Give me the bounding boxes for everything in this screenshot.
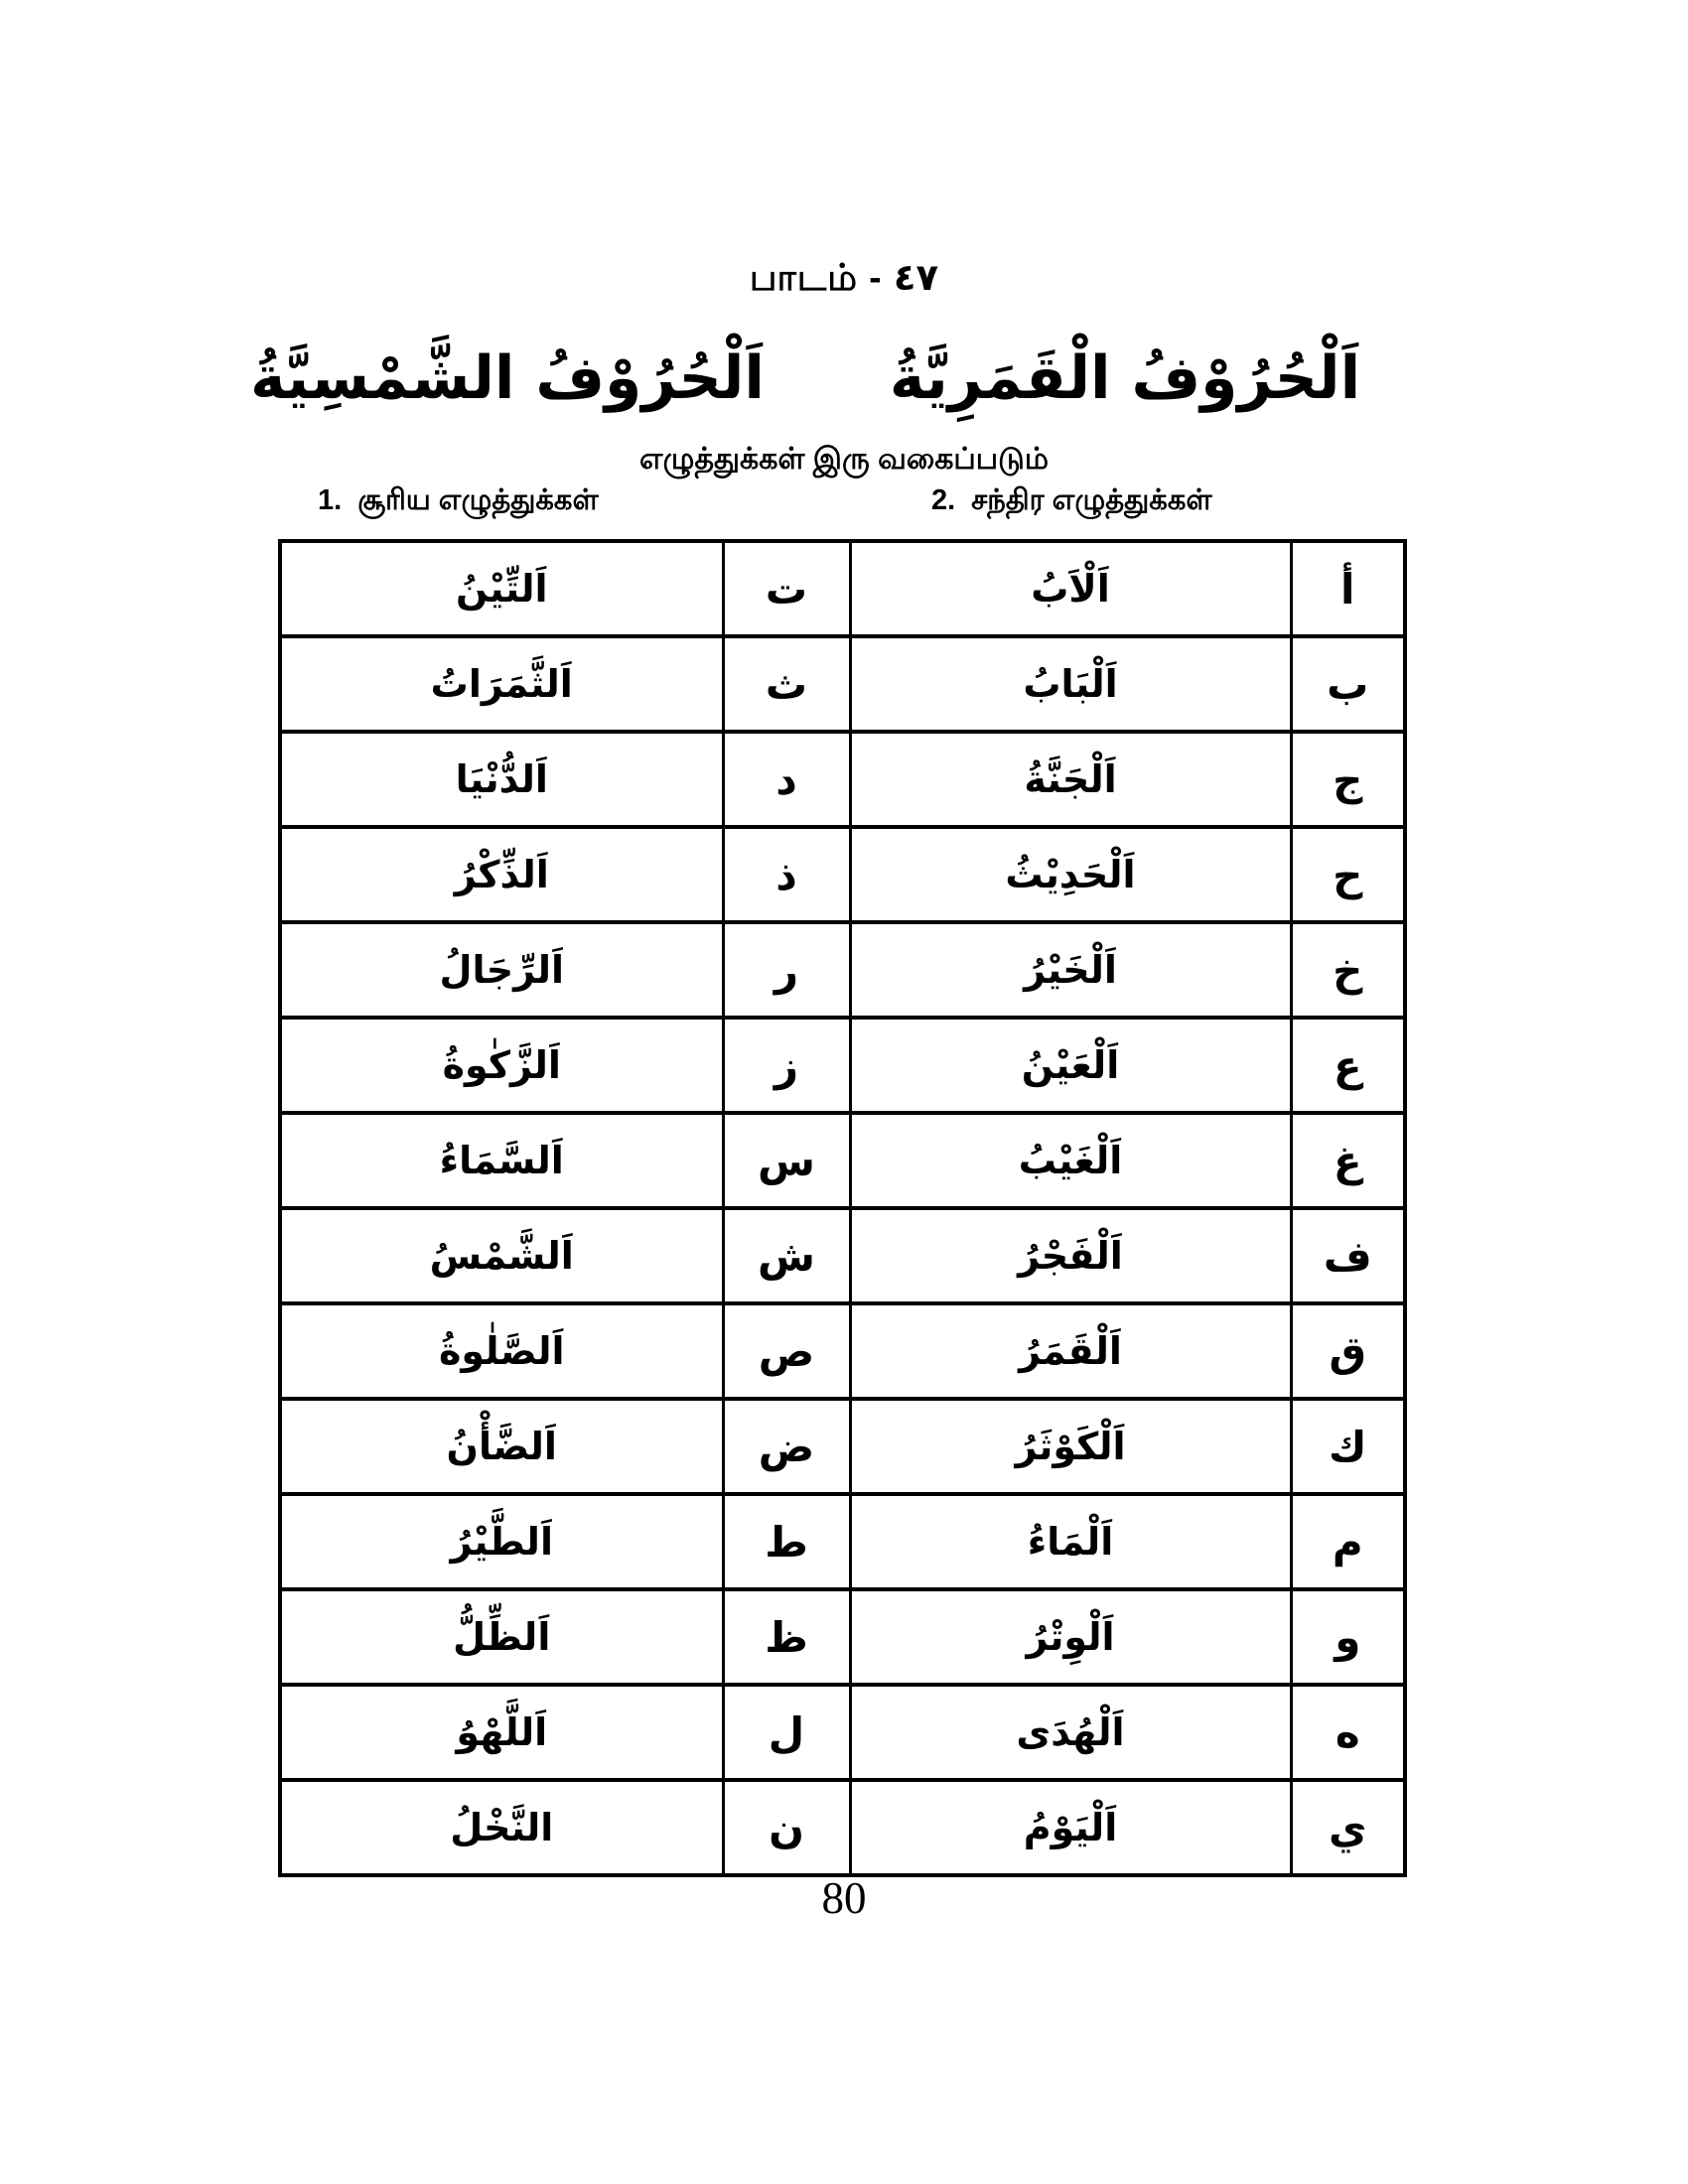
sun-letter-cell: ل xyxy=(723,1685,850,1780)
sun-word-cell: اَلذِّكْرُ xyxy=(280,827,723,922)
moon-letter-cell: ي xyxy=(1291,1780,1405,1875)
sun-letter-cell: ش xyxy=(723,1208,850,1303)
moon-letter-cell: ه xyxy=(1291,1685,1405,1780)
table-row xyxy=(280,1303,1405,1399)
moon-letter-cell: ج xyxy=(1291,732,1405,827)
sun-letter-cell: ض xyxy=(723,1399,850,1494)
letters-table-body xyxy=(280,541,1405,1875)
sun-letter-cell: د xyxy=(723,732,850,827)
moon-letter-cell: خ xyxy=(1291,922,1405,1018)
sun-word-cell: اَلضَّأْنُ xyxy=(280,1399,723,1494)
sun-word-cell: اَلطَّيْرُ xyxy=(280,1494,723,1589)
table-row xyxy=(280,541,1405,636)
table-row xyxy=(280,1780,1405,1875)
moon-letter-cell: ك xyxy=(1291,1399,1405,1494)
table-row xyxy=(280,1399,1405,1494)
sun-word-cell: اَلدُّنْيَا xyxy=(280,732,723,827)
moon-word-cell: اَلْفَجْرُ xyxy=(850,1208,1291,1303)
label-moon-text: சந்திர எழுத்துக்கள் xyxy=(971,484,1212,516)
sun-word-cell: اَلتِّيْنُ xyxy=(280,541,723,636)
moon-word-cell: اَلْبَابُ xyxy=(850,636,1291,732)
moon-letter-cell: م xyxy=(1291,1494,1405,1589)
moon-letter-cell: ف xyxy=(1291,1208,1405,1303)
sun-word-cell: النَّخْلُ xyxy=(280,1780,723,1875)
moon-letter-cell: أ xyxy=(1291,541,1405,636)
table-row xyxy=(280,732,1405,827)
moon-word-cell: اَلْجَنَّةُ xyxy=(850,732,1291,827)
sun-word-cell: اَللَّهْوُ xyxy=(280,1685,723,1780)
sun-letter-cell: ص xyxy=(723,1303,850,1399)
title-sun-letters-arabic: اَلْحُرُوْفُ الشَّمْسِيَّةُ xyxy=(250,343,765,413)
title-moon-letters-arabic: اَلْحُرُوْفُ الْقَمَرِيَّةُ xyxy=(889,343,1361,413)
sun-word-cell: اَلرِّجَالُ xyxy=(280,922,723,1018)
sun-word-cell: اَلشَّمْسُ xyxy=(280,1208,723,1303)
sun-word-cell: اَلظِّلُّ xyxy=(280,1589,723,1685)
subtitle-tamil: எழுத்துக்கள் இரு வகைப்படும் xyxy=(639,443,1049,476)
table-row xyxy=(280,636,1405,732)
moon-word-cell: اَلْخَيْرُ xyxy=(850,922,1291,1018)
label-moon-number: 2. xyxy=(931,484,956,516)
moon-word-cell: اَلْحَدِيْثُ xyxy=(850,827,1291,922)
table-row xyxy=(280,922,1405,1018)
moon-word-cell: اَلْقَمَرُ xyxy=(850,1303,1291,1399)
table-row xyxy=(280,827,1405,922)
sun-letter-cell: ن xyxy=(723,1780,850,1875)
table-row xyxy=(280,1208,1405,1303)
sun-letter-cell: ط xyxy=(723,1494,850,1589)
sun-word-cell: اَلثَّمَرَاتُ xyxy=(280,636,723,732)
sun-word-cell: اَلزَّكٰوةُ xyxy=(280,1018,723,1113)
label-sun-number: 1. xyxy=(318,484,343,516)
label-sun-text: சூரிய எழுத்துக்கள் xyxy=(357,484,599,516)
table-row xyxy=(280,1018,1405,1113)
moon-word-cell: اَلْاَبُ xyxy=(850,541,1291,636)
sun-letter-cell: ر xyxy=(723,922,850,1018)
moon-word-cell: اَلْهُدَى xyxy=(850,1685,1291,1780)
sun-word-cell: اَلصَّلٰوةُ xyxy=(280,1303,723,1399)
table-row xyxy=(280,1113,1405,1208)
label-sun-letters xyxy=(318,484,599,520)
moon-word-cell: اَلْوِتْرُ xyxy=(850,1589,1291,1685)
label-moon-letters xyxy=(931,484,1212,520)
sun-letter-cell: ث xyxy=(723,636,850,732)
sun-letter-cell: ت xyxy=(723,541,850,636)
moon-letter-cell: غ xyxy=(1291,1113,1405,1208)
moon-letter-cell: و xyxy=(1291,1589,1405,1685)
sun-letter-cell: س xyxy=(723,1113,850,1208)
table-row xyxy=(280,1589,1405,1685)
moon-word-cell: اَلْمَاءُ xyxy=(850,1494,1291,1589)
moon-word-cell: اَلْيَوْمُ xyxy=(850,1780,1291,1875)
moon-word-cell: اَلْغَيْبُ xyxy=(850,1113,1291,1208)
sun-letter-cell: ز xyxy=(723,1018,850,1113)
moon-letter-cell: ب xyxy=(1291,636,1405,732)
sun-letter-cell: ذ xyxy=(723,827,850,922)
moon-letter-cell: ق xyxy=(1291,1303,1405,1399)
moon-word-cell: اَلْكَوْثَرُ xyxy=(850,1399,1291,1494)
moon-word-cell: اَلْعَيْنُ xyxy=(850,1018,1291,1113)
moon-letter-cell: ع xyxy=(1291,1018,1405,1113)
moon-letter-cell: ح xyxy=(1291,827,1405,922)
sun-word-cell: اَلسَّمَاءُ xyxy=(280,1113,723,1208)
page-number: 80 xyxy=(821,1873,867,1923)
lesson-header: பாடம் - ٤٧ xyxy=(749,257,939,298)
table-row xyxy=(280,1685,1405,1780)
sun-letter-cell: ظ xyxy=(723,1589,850,1685)
letters-table xyxy=(278,539,1407,1877)
table-row xyxy=(280,1494,1405,1589)
